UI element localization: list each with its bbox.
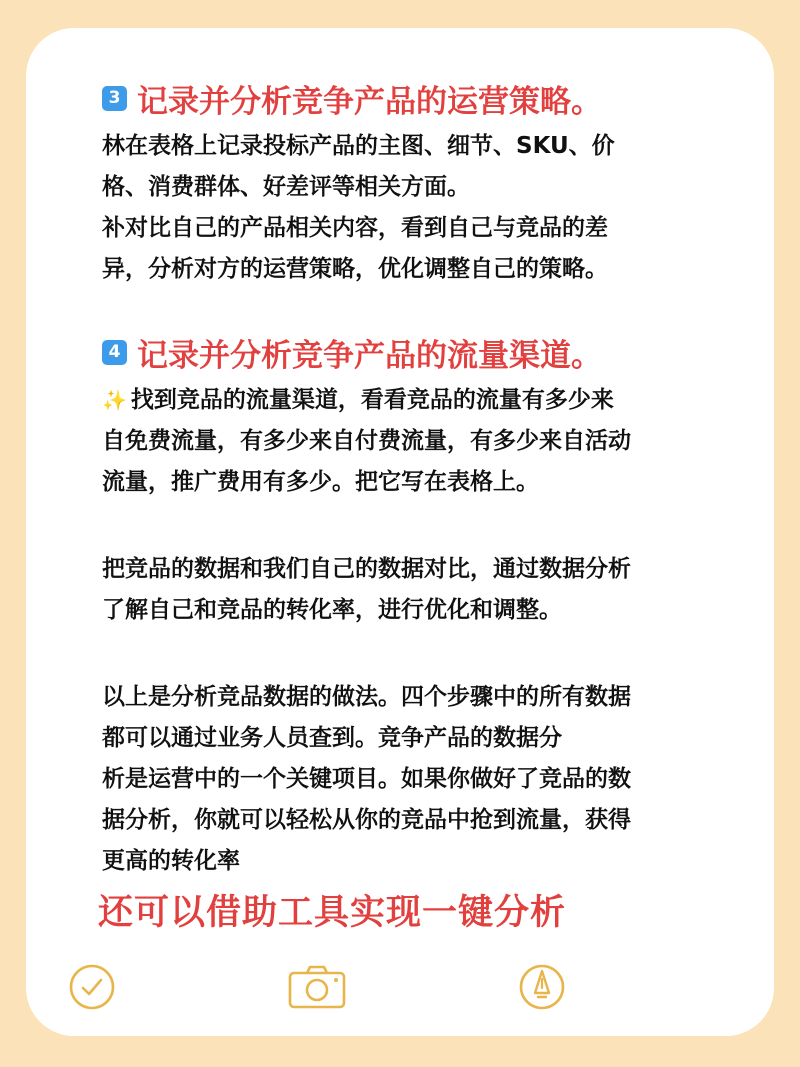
section-3-line: 异，分析对方的运营策略，优化调整自己的策略。 — [102, 256, 608, 282]
section-4-line: 自免费流量，有多少来自付费流量，有多少来自活动 — [102, 428, 631, 454]
number-3-badge: 3 — [102, 86, 127, 111]
summary-line: 更高的转化率 — [102, 848, 240, 874]
section-3-line: 补对比自己的产品相关内容，看到自己与竞品的差 — [102, 215, 608, 241]
sparkle-icon: ✨ — [102, 388, 127, 412]
section-3-heading — [102, 70, 722, 126]
section-4-line-text: 找到竞品的流量渠道，看看竞品的流量有多少来 — [130, 387, 614, 413]
section-3-line: 格、消费群体、好差评等相关方面。 — [102, 174, 470, 200]
article-content — [102, 70, 722, 882]
summary-line: 都可以通过业务人员查到。竞争产品的数据分 — [102, 725, 562, 751]
summary-line: 析是运营中的一个关键项目。如果你做好了竞品的数 — [102, 766, 631, 792]
section-4-line: 流量，推广费用有多少。把它写在表格上。 — [102, 469, 539, 495]
summary-line: 以上是分析竞品数据的做法。四个步骤中的所有数据 — [102, 684, 631, 710]
camera-icon[interactable] — [287, 963, 347, 1011]
bottom-title: 还可以借助工具实现一键分析 — [98, 893, 567, 933]
spacer — [102, 503, 722, 549]
compare-line: 了解自己和竞品的转化率，进行优化和调整。 — [102, 597, 562, 623]
summary-line: 据分析，你就可以轻松从你的竞品中抢到流量，获得 — [102, 807, 631, 833]
check-circle-icon[interactable] — [68, 963, 116, 1011]
section-4-line — [102, 380, 722, 421]
section-3-title: 记录并分析竞争产品的运营策略。 — [137, 83, 602, 120]
spacer — [102, 290, 722, 324]
pen-circle-icon[interactable] — [518, 963, 566, 1011]
section-4-heading — [102, 324, 722, 380]
number-4-badge: 4 — [102, 340, 127, 365]
section-4-title: 记录并分析竞争产品的流量渠道。 — [137, 337, 602, 374]
compare-line: 把竞品的数据和我们自己的数据对比，通过数据分析 — [102, 556, 631, 582]
section-3-line: 林在表格上记录投标产品的主图、细节、SKU、价 — [102, 133, 615, 159]
spacer — [102, 631, 722, 677]
